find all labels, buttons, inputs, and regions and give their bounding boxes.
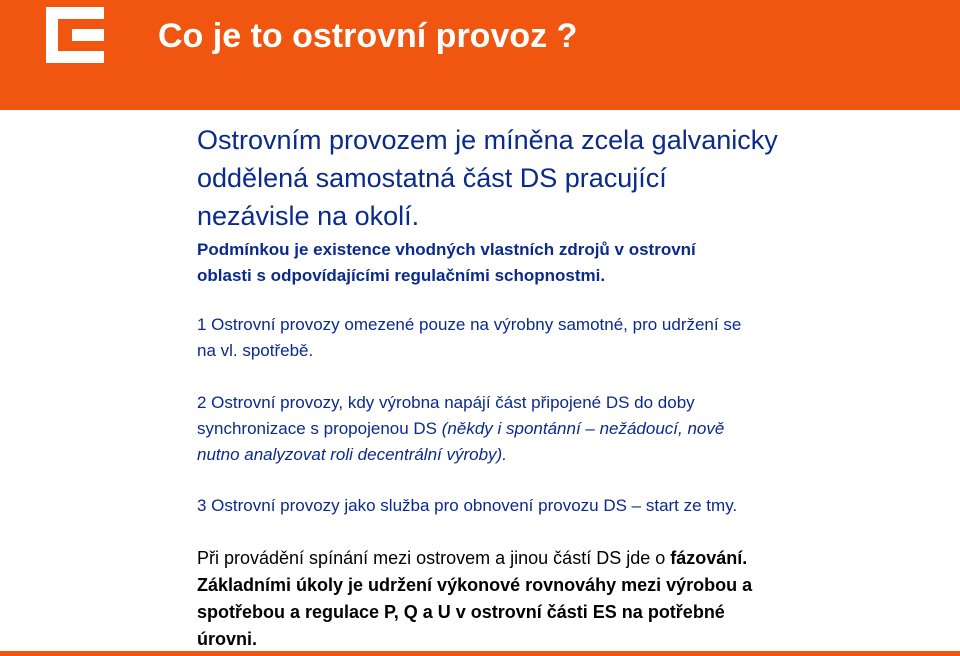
- item-3-line-1: 3 Ostrovní provozy jako služba pro obnovení provozu DS – start ze tmy.: [197, 496, 738, 515]
- closing-paragraph: [197, 545, 752, 653]
- list-item-1: [197, 312, 741, 364]
- title-bar: [0, 0, 960, 110]
- lead-paragraph: [197, 121, 778, 235]
- closing-line-2: Základními úkoly je udržení výkonové rovnováhy mezi výrobou a: [197, 575, 753, 595]
- closing-line-3: spotřebou a regulace P, Q a U v ostrovní části ES na potřebné: [197, 602, 725, 622]
- list-item-2: [197, 390, 724, 468]
- condition-paragraph: [197, 237, 696, 289]
- list-item-3: [197, 493, 737, 519]
- page-title: Co je to ostrovní provoz ?: [158, 17, 578, 55]
- condition-line-2: oblasti s odpovídajícími regulačními schopnostmi.: [197, 266, 606, 285]
- item-1-line-2: na vl. spotřebě.: [197, 341, 314, 360]
- item-2-line-1: 2 Ostrovní provozy, kdy výrobna napájí část připojené DS do doby: [197, 393, 695, 412]
- cez-logo-icon: [46, 7, 104, 63]
- item-1-line-1: 1 Ostrovní provozy omezené pouze na výrobny samotné, pro udržení se: [197, 315, 742, 334]
- closing-line-1: Při provádění spínání mezi ostrovem a jinou částí DS jde o: [197, 548, 671, 568]
- closing-line-4: úrovni.: [197, 629, 258, 649]
- closing-line-1-bold: fázování.: [670, 548, 748, 568]
- lead-line-2: oddělená samostatná část DS pracující: [197, 163, 667, 193]
- condition-line-1: Podmínkou je existence vhodných vlastních zdrojů v ostrovní: [197, 240, 696, 259]
- bottom-accent-strip: [0, 651, 960, 656]
- item-2-line-2: synchronizace s propojenou DS: [197, 419, 442, 438]
- lead-line-1: Ostrovním provozem je míněna zcela galvanicky: [197, 125, 778, 155]
- item-2-line-3-italic: nutno analyzovat roli decentrální výroby).: [197, 445, 507, 464]
- lead-line-3: nezávisle na okolí.: [197, 201, 420, 231]
- item-2-line-2-italic: (někdy i spontánní – nežádoucí, nově: [441, 419, 725, 438]
